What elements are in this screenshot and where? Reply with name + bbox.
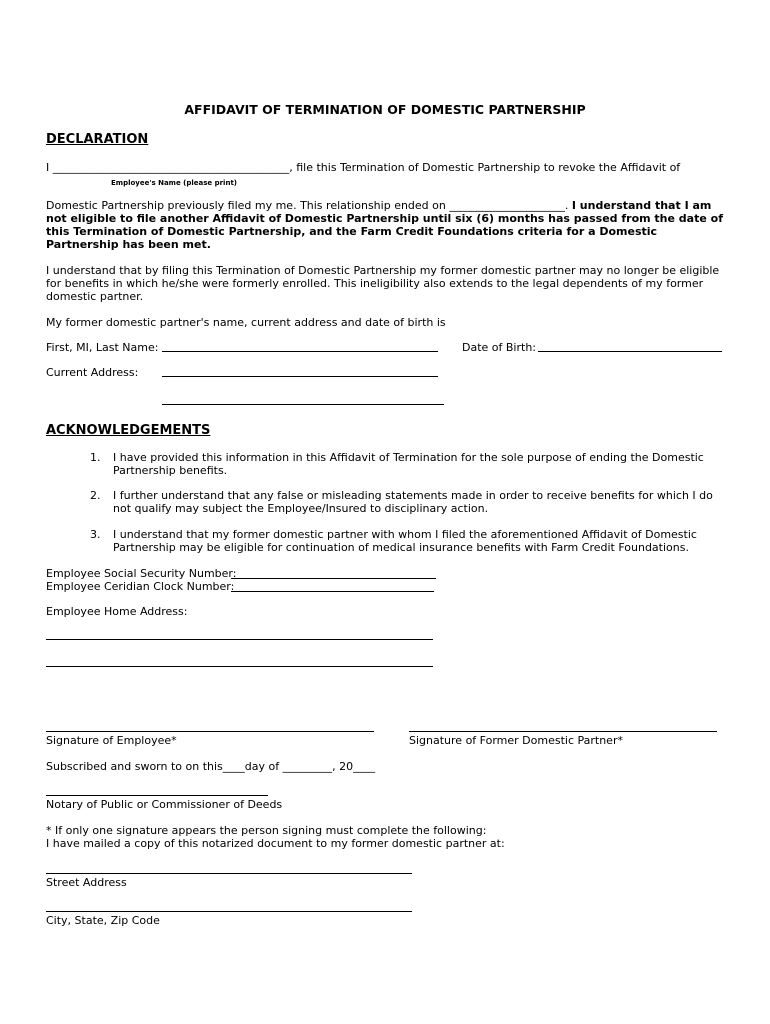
document-title: AFFIDAVIT OF TERMINATION OF DOMESTIC PARTNERSHIP — [184, 102, 586, 117]
ssn-label: Employee Social Security Number: — [46, 567, 237, 580]
employee-signature-field[interactable] — [46, 731, 374, 732]
declaration-paragraph-4: My former domestic partner's name, current address and date of birth is — [46, 316, 446, 329]
city-state-zip-field[interactable] — [46, 911, 412, 912]
street-address-field[interactable] — [46, 873, 412, 874]
current-address-field-2[interactable] — [162, 404, 444, 405]
employee-name-field[interactable]: ___________________________________________ — [52, 161, 290, 174]
sworn-statement: Subscribed and sworn to on this____day of _________, 20____ — [46, 760, 376, 773]
signature-note-2: I have mailed a copy of this notarized document to my former domestic partner at: — [46, 837, 505, 850]
clock-number-field[interactable] — [231, 591, 434, 592]
para2-normal: Domestic Partnership previously filed my me. This relationship ended on _____________________. — [46, 199, 572, 212]
employee-name-caption: Employee's Name (please print) — [111, 179, 237, 187]
ack-item-number: 3. — [90, 528, 101, 541]
ack-item-number: 2. — [90, 489, 101, 502]
declaration-paragraph-2 — [46, 199, 724, 251]
street-address-label: Street Address — [46, 876, 127, 889]
partner-name-label: First, MI, Last Name: — [46, 341, 159, 354]
partner-signature-field[interactable] — [409, 731, 717, 732]
ack-item-text: I understand that my former domestic partner with whom I filed the aforementioned Affidavit of Domestic Partnership may be eligible for continuation of medical insurance benefits with Farm Credit Foundations. — [113, 528, 697, 554]
declaration-line-1-end: , file this Termination of Domestic Partnership to revoke the Affidavit of — [289, 161, 681, 174]
clock-number-label: Employee Ceridian Clock Number: — [46, 580, 235, 593]
current-address-label: Current Address: — [46, 366, 139, 379]
home-address-label: Employee Home Address: — [46, 605, 188, 618]
dob-field[interactable] — [538, 351, 722, 352]
acknowledgements-heading: ACKNOWLEDGEMENTS — [46, 423, 211, 438]
declaration-heading: DECLARATION — [46, 132, 149, 147]
ack-item-number: 1. — [90, 451, 101, 464]
home-address-field-1[interactable] — [46, 639, 433, 640]
ack-item-text: I further understand that any false or misleading statements made in order to receive benefits for which I do not qualify may subject the Employee/Insured to disciplinary action. — [113, 489, 713, 515]
declaration-line-1-start: I — [46, 161, 53, 174]
ssn-field[interactable] — [231, 578, 436, 579]
ack-item-text: I have provided this information in this Affidavit of Termination for the sole purpose of ending the Domestic Partnership benefits. — [113, 451, 704, 477]
partner-name-field[interactable] — [162, 351, 438, 352]
notary-signature-field[interactable] — [46, 795, 268, 796]
city-state-zip-label: City, State, Zip Code — [46, 914, 160, 927]
current-address-field-1[interactable] — [162, 376, 438, 377]
dob-label: Date of Birth: — [462, 341, 537, 354]
para2-bold: I understand that I am not eligible to file another Affidavit of Domestic Partnership until six (6) months has passed from the date of this Termination of Domestic Partnership, and the Farm Credit Foundations criteria for a Domestic Partnership has been met. — [46, 199, 723, 251]
home-address-field-2[interactable] — [46, 666, 433, 667]
signature-note-1: * If only one signature appears the person signing must complete the following: — [46, 824, 487, 837]
notary-label: Notary of Public or Commissioner of Deeds — [46, 798, 283, 811]
partner-signature-label: Signature of Former Domestic Partner* — [409, 734, 623, 747]
declaration-line-1 — [46, 161, 680, 174]
employee-signature-label: Signature of Employee* — [46, 734, 177, 747]
declaration-paragraph-3: I understand that by filing this Termination of Domestic Partnership my former domestic partner may no longer be eligible for benefits in which he/she were formerly enrolled. This ineligibility also extends to the legal dependents of my former domestic partner. — [46, 264, 720, 303]
